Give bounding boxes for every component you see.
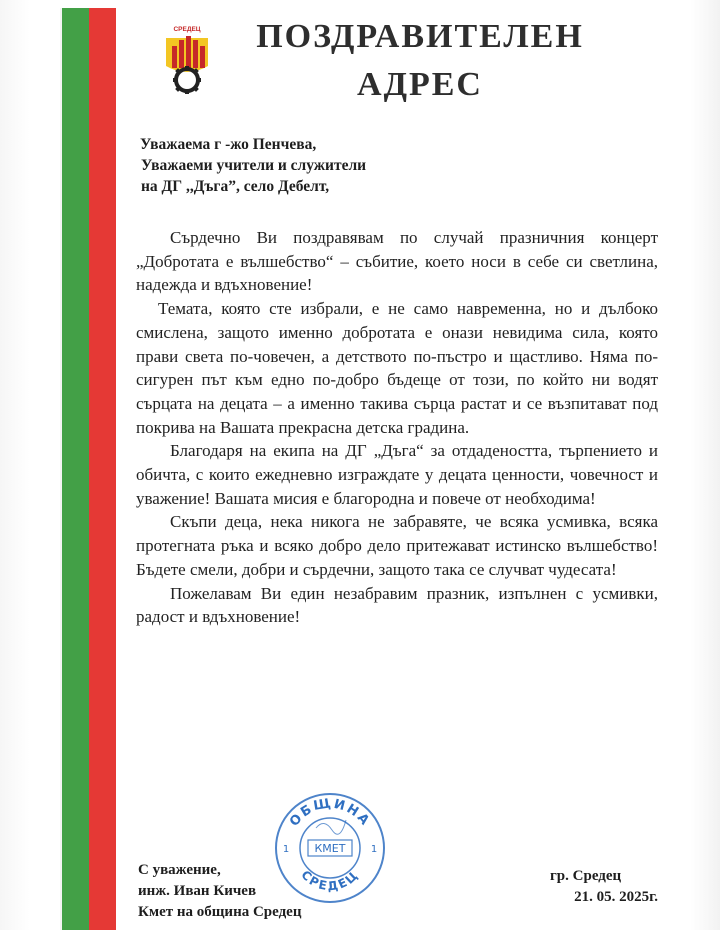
paragraph: Благодаря на екипа на ДГ „Дъга“ за отдадеността, търпението и обичта, с които ежедневно изграждате у децата ценности, човечност и уважение! Вашата мисия е благородна и повече от необходима! [136,441,658,508]
signature-mark [316,820,346,834]
stamp-right-number: 1 [370,844,378,855]
signer-name: инж. Иван Кичев [138,883,257,899]
date-text: 21. 05. 2025г. [574,889,658,905]
municipality-logo [160,24,214,96]
paragraph: Сърдечно Ви поздравявам по случай празничния концерт „Добротата е вълшебство“ – събитие, което носи в себе си светлина, надежда и вдъхновение! [136,228,658,295]
place-date-block [548,866,658,908]
stamp-bottom-text: СРЕДЕЦ [298,867,362,894]
stamp-center-text: КМЕТ [314,842,346,855]
flag-stripe-green [62,8,89,930]
svg-text:ОБЩИНА [287,796,373,829]
letter-body [136,226,658,629]
stamp-top-text: ОБЩИНА [286,796,374,830]
greeting-block [140,134,366,197]
logo-caption: СРЕДЕЦ [173,26,201,33]
greeting-line: Уважаема г -жо Пенчева, [140,136,317,153]
paragraph: Пожелавам Ви един незабравим празник, изпълнен с усмивки, радост и вдъхновение! [136,583,658,627]
paragraph: Темата, която сте избрали, е не само навременна, но и дълбоко смислена, защото именно добротата е онази невидима сила, която прави света по-човечен, а детството по-пъстро и щастливо. Няма по-сигурен път към едно по-добро бъдеще от този, по който ни водят сърцата на децата – а именно такива сърца растат и се възпитават под покрива на Вашата прекрасна детска градина. [136,299,658,437]
svg-text:СРЕДЕЦ [298,868,361,894]
page-title-line-1: ПОЗДРАВИТЕЛЕН [256,18,584,55]
signature-block [138,860,301,923]
closing-text: С уважение, [138,862,221,878]
stamp-left-number: 1 [282,844,290,855]
signer-position: Кмет на община Средец [138,904,302,920]
paragraph: Скъпи деца, нека никога не забравяте, че всяка усмивка, всяка протегната ръка и всяко добро дело притежават истинско вълшебство! Бъдете смели, добри и сърдечни, защото така се случват чудесата! [136,512,658,579]
greeting-line: на ДГ ,,Дъга”, село Дебелт, [141,178,330,195]
page-title-line-2: АДРЕС [357,66,483,103]
greeting-line: Уважаеми учители и служители [141,157,367,174]
place-text: гр. Средец [550,868,622,884]
flag-stripe-red [89,8,116,930]
